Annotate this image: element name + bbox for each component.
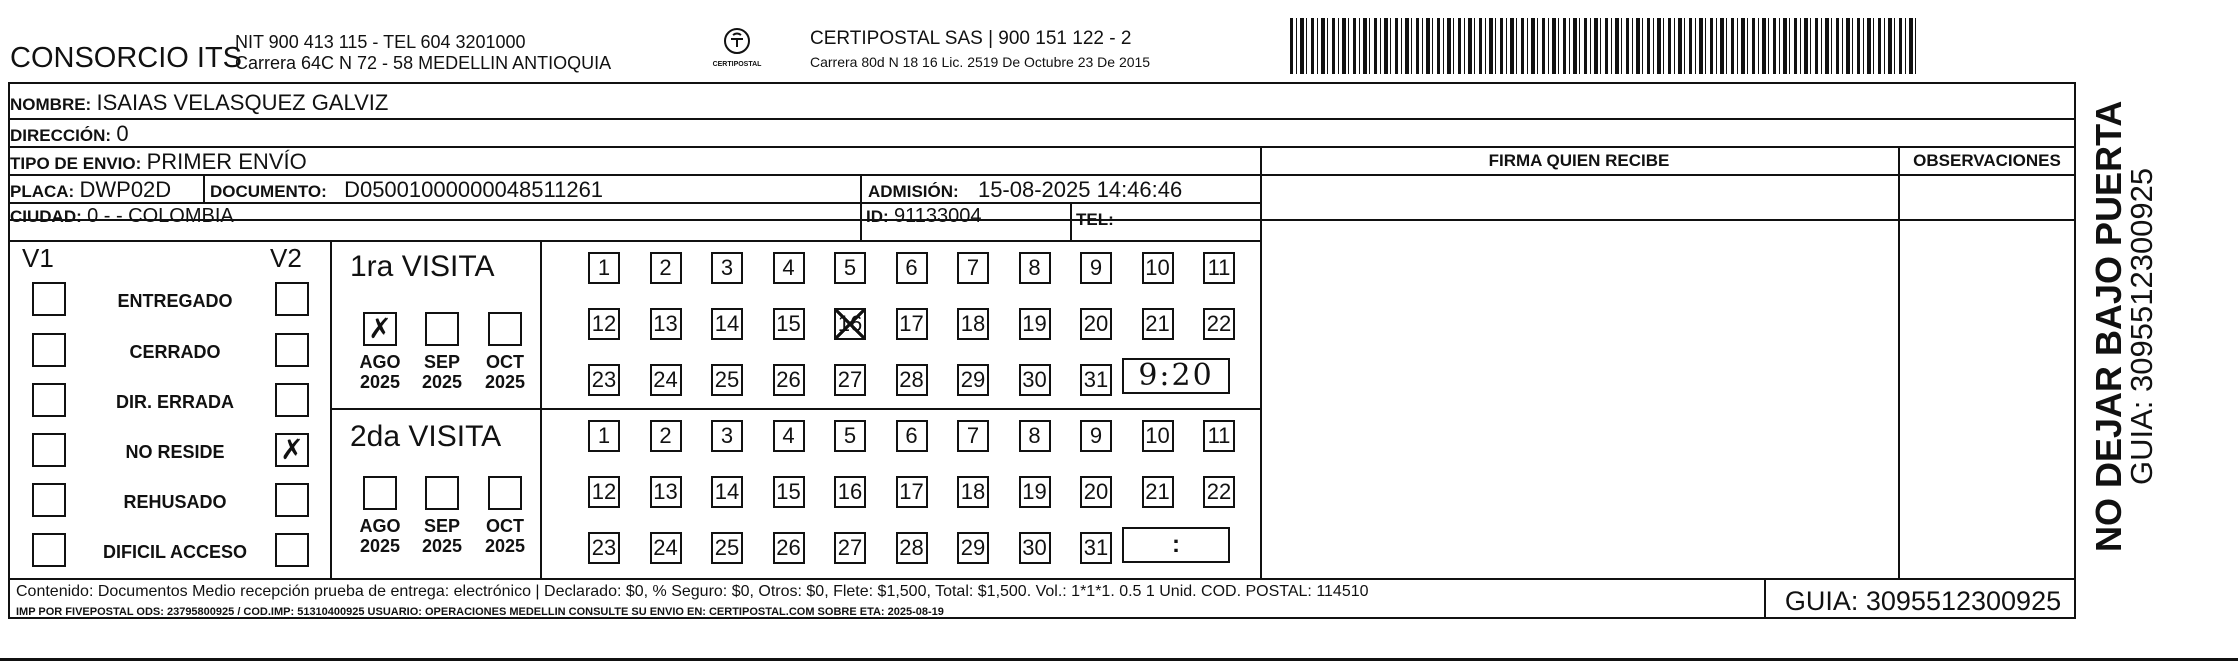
day-box[interactable]: 1: [588, 420, 620, 452]
direccion-row: [10, 121, 129, 147]
logo-text: CERTIPOSTAL: [712, 61, 762, 68]
placa-value: DWP02D: [79, 177, 172, 202]
status-label: REHUSADO: [123, 492, 227, 512]
day-box[interactable]: 16: [834, 476, 866, 508]
day-box[interactable]: 14: [711, 308, 743, 340]
day-box[interactable]: 31: [1080, 532, 1112, 564]
month-label: [412, 352, 472, 392]
v2-checkbox[interactable]: [275, 333, 309, 367]
month-label: [475, 352, 535, 392]
nit-line: NIT 900 413 115 - TEL 604 3201000: [235, 32, 526, 52]
status-label: DIR. ERRADA: [115, 392, 234, 412]
day-box[interactable]: 19: [1019, 308, 1051, 340]
month-label: [350, 516, 410, 556]
status-label: CERRADO: [129, 342, 221, 362]
day-box[interactable]: 30: [1019, 532, 1051, 564]
day-box[interactable]: 12: [588, 476, 620, 508]
day-box[interactable]: 22: [1203, 476, 1235, 508]
visit1-time-value: 9:20: [1138, 358, 1214, 393]
tipo-label: TIPO DE ENVIO:: [10, 154, 142, 173]
v2-label: V2: [270, 243, 302, 273]
visit2-time[interactable]: [1122, 527, 1230, 563]
day-box[interactable]: 13: [650, 476, 682, 508]
tipo-value: PRIMER ENVÍO: [146, 149, 307, 174]
day-box[interactable]: 24: [650, 364, 682, 396]
visit1-title: 1ra VISITA: [350, 250, 495, 283]
direccion-label: DIRECCIÓN:: [10, 126, 112, 145]
day-box[interactable]: 30: [1019, 364, 1051, 396]
month-year: 2025: [359, 536, 401, 556]
visit1-time[interactable]: [1122, 358, 1230, 394]
ciudad-value: 0 - - COLOMBIA: [87, 205, 234, 227]
v2-checkbox[interactable]: [275, 533, 309, 567]
month-checkbox[interactable]: [425, 476, 459, 510]
admision-value: 15-08-2025 14:46:46: [977, 177, 1183, 202]
day-box[interactable]: 11: [1203, 252, 1235, 284]
nombre-label: NOMBRE:: [10, 95, 92, 114]
month-name: AGO: [359, 516, 401, 536]
day-box[interactable]: 10: [1142, 252, 1174, 284]
day-box[interactable]: 2: [650, 252, 682, 284]
day-box[interactable]: 10: [1142, 420, 1174, 452]
documento-value: D05001000000048511261: [344, 177, 604, 202]
v2-checkbox[interactable]: [275, 433, 309, 467]
day-box[interactable]: 17: [896, 308, 928, 340]
day-box[interactable]: 7: [957, 420, 989, 452]
footer-line1: Contenido: Documentos Medio recepción prueba de entrega: electrónico | Declarado: $0, % Seguro: $0, Otros: $0, Flete: $1,500, Total: $1,500. Vol.: 1*1*1. 0.5 1 Unid. COD. POSTAL: 114510: [16, 583, 1369, 600]
visit2-time-value: :: [1172, 531, 1180, 558]
day-box[interactable]: 31: [1080, 364, 1112, 396]
v1-checkbox[interactable]: [32, 433, 66, 467]
documento-row: [210, 177, 603, 203]
day-box[interactable]: 28: [896, 364, 928, 396]
month-name: AGO: [359, 352, 401, 372]
observaciones-header: OBSERVACIONES: [1913, 151, 2061, 170]
day-box[interactable]: 20: [1080, 308, 1112, 340]
month-checkbox[interactable]: [488, 476, 522, 510]
v1-checkbox[interactable]: [32, 383, 66, 417]
status-label: DIFICIL ACCESO: [102, 542, 247, 562]
admision-label: ADMISIÓN:: [868, 182, 959, 201]
month-label: [350, 352, 410, 392]
observaciones-area[interactable]: [1902, 176, 2074, 576]
day-box[interactable]: 7: [957, 252, 989, 284]
logo-icon: [722, 26, 752, 56]
day-box[interactable]: 4: [773, 252, 805, 284]
day-box[interactable]: 13: [650, 308, 682, 340]
day-box[interactable]: 5: [834, 252, 866, 284]
v1-label: V1: [22, 243, 54, 273]
day-box[interactable]: 14: [711, 476, 743, 508]
day-box[interactable]: 23: [588, 532, 620, 564]
day-box[interactable]: 24: [650, 532, 682, 564]
side-guia: GUIA: 3095512300925: [2124, 167, 2159, 485]
day-box[interactable]: 6: [896, 420, 928, 452]
day-box[interactable]: 9: [1080, 252, 1112, 284]
day-box[interactable]: 25: [711, 532, 743, 564]
day-box[interactable]: 2: [650, 420, 682, 452]
day-box[interactable]: 26: [773, 364, 805, 396]
nombre-value: ISAIAS VELASQUEZ GALVIZ: [96, 90, 389, 115]
day-box[interactable]: 19: [1019, 476, 1051, 508]
visit2-title: 2da VISITA: [350, 420, 502, 453]
month-checkbox[interactable]: [363, 476, 397, 510]
month-name: SEP: [423, 352, 461, 372]
footer-guia: GUIA: 3095512300925: [1784, 586, 2062, 616]
day-box[interactable]: 27: [834, 532, 866, 564]
day-box[interactable]: 27: [834, 364, 866, 396]
side-warning: NO DEJAR BAJO PUERTA: [2088, 100, 2129, 552]
day-box[interactable]: 18: [957, 308, 989, 340]
firma-header: FIRMA QUIEN RECIBE: [1488, 151, 1670, 170]
address-line: Carrera 64C N 72 - 58 MEDELLIN ANTIOQUIA: [235, 53, 612, 73]
day-box[interactable]: 8: [1019, 420, 1051, 452]
day-box[interactable]: 1: [588, 252, 620, 284]
day-box[interactable]: 6: [896, 252, 928, 284]
v1-checkbox[interactable]: [32, 333, 66, 367]
v1-checkbox[interactable]: [32, 483, 66, 517]
day-box[interactable]: 17: [896, 476, 928, 508]
v1-checkbox[interactable]: [32, 282, 66, 316]
day-box[interactable]: 8: [1019, 252, 1051, 284]
month-checkbox[interactable]: [488, 312, 522, 346]
month-checkbox[interactable]: [425, 312, 459, 346]
day-box[interactable]: 15: [773, 476, 805, 508]
day-box[interactable]: 29: [957, 364, 989, 396]
month-year: 2025: [484, 372, 526, 392]
v1-checkbox[interactable]: [32, 533, 66, 567]
month-year: 2025: [421, 372, 463, 392]
month-name: SEP: [423, 516, 461, 536]
admision-row: [868, 177, 1182, 203]
id-label: ID:: [866, 207, 889, 226]
check-mark-icon: ✗: [368, 312, 392, 345]
month-checkbox[interactable]: [363, 312, 397, 346]
v2-checkbox[interactable]: [275, 282, 309, 316]
month-year: 2025: [359, 372, 401, 392]
direccion-value: 0: [116, 121, 129, 146]
tel-label: TEL:: [1076, 210, 1114, 229]
day-box[interactable]: 9: [1080, 420, 1112, 452]
day-box[interactable]: 3: [711, 252, 743, 284]
nombre-row: [10, 90, 388, 116]
month-year: 2025: [484, 536, 526, 556]
tipo-row: [10, 149, 307, 175]
month-label: [475, 516, 535, 556]
ciudad-row: [10, 205, 234, 228]
footer-line2: IMP POR FIVEPOSTAL ODS: 23795800925 / COD.IMP: 51310400925 USUARIO: OPERACIONES MEDELLIN CONSULTE SU ENVIO EN: CERTIPOSTAL.COM SOBRE ETA: 2025-08-19: [16, 606, 944, 618]
day-box[interactable]: 4: [773, 420, 805, 452]
day-box[interactable]: 23: [588, 364, 620, 396]
barcode: [1290, 18, 1920, 74]
v2-checkbox[interactable]: [275, 383, 309, 417]
v2-checkbox[interactable]: [275, 483, 309, 517]
id-row: [866, 205, 981, 228]
certipostal-line1: CERTIPOSTAL SAS | 900 151 122 - 2: [810, 28, 1132, 49]
tel-row: [1076, 205, 1114, 231]
day-box[interactable]: 3: [711, 420, 743, 452]
day-box-marked[interactable]: 16: [834, 308, 866, 340]
id-value: 91133004: [893, 205, 982, 227]
month-year: 2025: [421, 536, 463, 556]
company-name: CONSORCIO ITS: [10, 42, 243, 74]
day-box[interactable]: 21: [1142, 476, 1174, 508]
day-box[interactable]: 15: [773, 308, 805, 340]
ciudad-label: CIUDAD:: [10, 207, 82, 226]
documento-label: DOCUMENTO:: [210, 182, 327, 201]
certipostal-line2: Carrera 80d N 18 16 Lic. 2519 De Octubre 23 De 2015: [810, 54, 1151, 70]
day-box[interactable]: 28: [896, 532, 928, 564]
firma-area[interactable]: [1264, 176, 1896, 576]
day-box[interactable]: 25: [711, 364, 743, 396]
status-label: NO RESIDE: [125, 442, 225, 462]
month-name: OCT: [486, 516, 524, 536]
day-box[interactable]: 22: [1203, 308, 1235, 340]
placa-row: [10, 177, 171, 203]
day-box[interactable]: 21: [1142, 308, 1174, 340]
day-box[interactable]: 12: [588, 308, 620, 340]
placa-label: PLACA:: [10, 182, 75, 201]
check-mark-icon: ✗: [280, 433, 304, 466]
day-box[interactable]: 5: [834, 420, 866, 452]
day-box[interactable]: 20: [1080, 476, 1112, 508]
certipostal-logo: [700, 26, 774, 68]
day-box[interactable]: 18: [957, 476, 989, 508]
status-label: ENTREGADO: [117, 291, 233, 311]
day-box[interactable]: 11: [1203, 420, 1235, 452]
month-name: OCT: [486, 352, 524, 372]
month-label: [412, 516, 472, 556]
day-box[interactable]: 26: [773, 532, 805, 564]
day-box[interactable]: 29: [957, 532, 989, 564]
